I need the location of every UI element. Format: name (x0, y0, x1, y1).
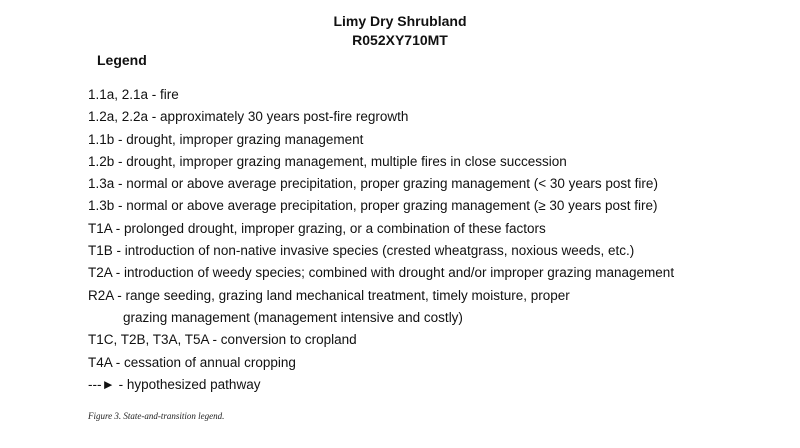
legend-item-t1c: T1C, T2B, T3A, T5A - conversion to cropland (88, 332, 357, 348)
legend-item-t1b: T1B - introduction of non-native invasive species (crested wheatgrass, noxious weeds, etc.) (88, 243, 635, 259)
title-block (0, 12, 800, 50)
legend-item-t1a: T1A - prolonged drought, improper grazing, or a combination of these factors (88, 220, 546, 236)
legend-item-1-1b: 1.1b - drought, improper grazing management (88, 131, 364, 147)
legend-item-1-3a: 1.3a - normal or above average precipitation, proper grazing management (< 30 years post fire) (88, 176, 658, 192)
site-id: R052XY710MT (352, 32, 448, 48)
legend-item-hypothesized (88, 374, 788, 396)
site-name: Limy Dry Shrubland (333, 13, 467, 29)
legend-list (88, 84, 788, 396)
legend-item-t2a: T2A - introduction of weedy species; combined with drought and/or improper grazing management (88, 265, 675, 281)
legend-item-t4a: T4A - cessation of annual cropping (88, 354, 296, 370)
legend-item-r2a-text: R2A - range seeding, grazing land mechanical treatment, timely moisture, proper (88, 287, 570, 303)
legend-item-1-2a: 1.2a, 2.2a - approximately 30 years post-fire regrowth (88, 109, 409, 125)
hypothesized-pathway-label: - hypothesized pathway (114, 376, 261, 392)
legend-item-1-1a: 1.1a, 2.1a - fire (88, 87, 179, 102)
figure-caption: Figure 3. State-and-transition legend. (88, 411, 225, 421)
legend-item-1-2b: 1.2b - drought, improper grazing management, multiple fires in close succession (88, 153, 567, 169)
legend-item-r2a-continuation: grazing management (management intensive and costly) (123, 309, 463, 325)
legend-item-r2a (88, 285, 788, 330)
dashed-arrow-icon: ---► (88, 376, 115, 392)
legend-item-1-3b: 1.3b - normal or above average precipitation, proper grazing management (≥ 30 years post fire) (88, 198, 658, 214)
legend-heading: Legend (97, 52, 147, 68)
